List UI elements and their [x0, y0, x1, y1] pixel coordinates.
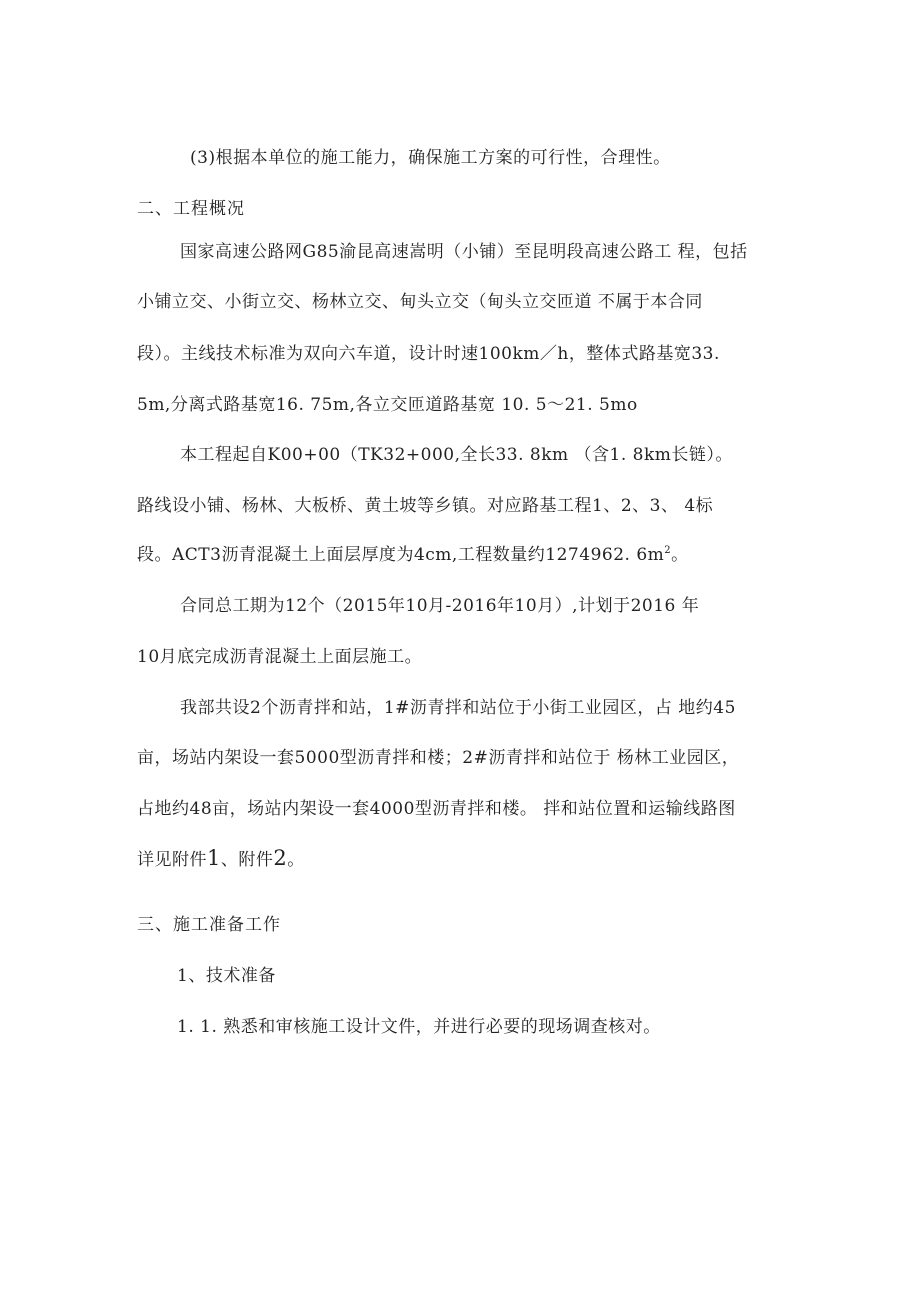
- paragraph-text: 段。ACT3沥青混凝土上面层厚度为4cm,工程数量约1274962. 6m: [137, 545, 665, 565]
- paragraph-line: 合同总工期为12个（2015年10月-2016年10月）,计划于2016 年: [180, 596, 700, 616]
- attachment-suffix: 。: [287, 850, 305, 870]
- paragraph-line: 路线设小铺、杨林、大板桥、黄土坡等乡镇。对应路基工程1、2、3、 4标: [137, 496, 714, 516]
- paragraph-line: 10月底完成沥青混凝土上面层施工。: [137, 647, 423, 667]
- paragraph-line: 段）。主线技术标准为双向六车道，设计时速100km／h，整体式路基宽33.: [137, 344, 720, 364]
- paragraph-line: 5m,分离式路基宽16. 75m,各立交匝道路基宽 10. 5～21. 5mo: [137, 395, 638, 415]
- attachment-separator: 、附件: [220, 850, 274, 870]
- attachment-number: 2: [273, 846, 288, 870]
- paragraph-line: 占地约48亩，场站内架设一套4000型沥青拌和楼。 拌和站位置和运输线路图: [137, 799, 736, 819]
- paragraph-line: 国家高速公路网G85渝昆高速嵩明（小铺）至昆明段高速公路工 程，包括: [180, 242, 748, 262]
- attachment-number: 1: [207, 846, 221, 870]
- paragraph-line: 我部共设2个沥青拌和站，1#沥青拌和站位于小街工业园区，占 地约45: [180, 698, 736, 718]
- paragraph-line: 亩，场站内架设一套5000型沥青拌和楼；2#沥青拌和站位于 杨林工业园区，: [137, 748, 740, 768]
- paragraph-line: 小铺立交、小街立交、杨林立交、甸头立交（甸头立交匝道 不属于本合同: [137, 292, 703, 312]
- paragraph-line-attachments: [137, 846, 305, 872]
- paragraph-end: 。: [671, 545, 689, 565]
- intro-item: (3)根据本单位的施工能力，确保施工方案的可行性，合理性。: [190, 148, 671, 168]
- superscript: 2: [664, 545, 672, 556]
- list-item: 1. 1. 熟悉和审核施工设计文件，并进行必要的现场调查核对。: [177, 1017, 661, 1037]
- subsection-heading: 1、技术准备: [177, 966, 276, 986]
- paragraph-line-with-unit: [137, 543, 689, 567]
- attachment-prefix: 详见附件: [137, 850, 207, 870]
- section-heading-preparation: 三、施工准备工作: [137, 915, 281, 935]
- paragraph-line: 本工程起自K00+00（TK32+000,全长33. 8km （含1. 8km长链）。: [180, 445, 733, 465]
- section-heading-overview: 二、工程概况: [137, 199, 245, 219]
